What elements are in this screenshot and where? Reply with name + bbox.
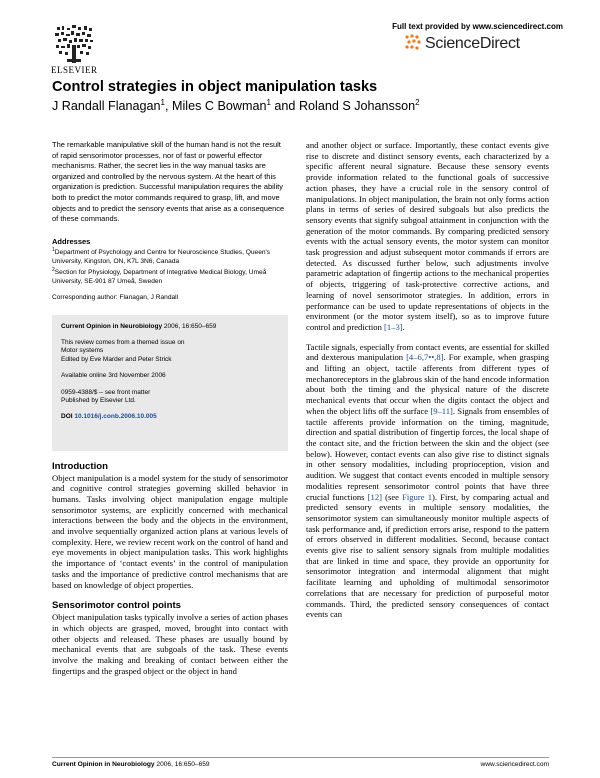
sciencedirect-brand[interactable] bbox=[403, 33, 568, 63]
paragraph-text: . Signals from ensembles of tactile afferents provide information on the timing, magnitude, direction and spatial distribution of fingertip forces, the local shape of the contact site, and the friction between the skin and the object (see below). However, contact events can also give rise to distinct signals in other sensory modalities, including proprioception, vision and audition. We suggest that contact events encoded in multiple sensory modalities represent sensorimotor control points that have three crucial functions bbox=[306, 405, 549, 502]
paragraph-text: and another object or surface. Importantly, these contact events give rise to discrete and distinct sensory events, each characterized by a specific afferent neural signature. Because these sensory events provide information related to the functional goals of successive action phases, they have a crucial role in the sensory control of manipulations. In object manipulation, the brain not only forms action plans in terms of series of desired subgoals but also predicts the sensory events that signify subgoal attainment in conjunction with the generation of the motor commands. By comparing predicted sensory events with the actual sensory events, the motor system can monitor task progression and adjust subsequent motor commands if errors are detected. As discussed further below, such adjustments involve parametric adaptation of fingertip actions to the mechanical properties of objects, triggering of task-protective corrective actions, and learning of novel sensorimotor strategies. In addition, errors in performance can be used to update representations of objects in the environment (or the motor system itself), so as to improve future control and prediction bbox=[306, 140, 549, 332]
footer-volume: 2006, 16:650–659 bbox=[154, 761, 210, 768]
sciencedirect-wordmark: ScienceDirect bbox=[425, 35, 520, 52]
article-title: Control strategies in object manipulation tasks bbox=[52, 79, 378, 95]
author-affiliation-mark: 2 bbox=[415, 98, 420, 107]
author-separator: , bbox=[164, 99, 172, 114]
section-heading-introduction: Introduction bbox=[52, 460, 108, 472]
paragraph-text: (see bbox=[382, 491, 403, 502]
fulltext-notice[interactable]: Full text provided by www.sciencedirect.com bbox=[392, 22, 563, 31]
doi-link[interactable]: 10.1016/j.conb.2006.10.005 bbox=[74, 413, 157, 421]
doi-line bbox=[61, 413, 279, 421]
author-separator: and bbox=[270, 99, 299, 114]
paragraph-text: ). First, by comparing actual and predicted sensory events in multiple sensory modalities, the sensorimotor system can simultaneously monitor multiple aspects of task performance and, if prediction errors arise, respond to the pattern of errors observed in different modalities. Second, because contact events give rise to salient sensory signals from multiple modalities that are linked in time and space, they provide an opportunity for sensorimotor integration and intermodal alignment that might facilitate learning and upholding of multimodal sensorimotor correlations that are necessary for prediction of purposeful motor commands. Third, the predicted sensory consequences of contact events can bbox=[306, 491, 549, 620]
address-text: Department of Psychology and Centre for Neuroscience Studies, Queen's University, Kingston, ON, K7L 3N6, Canada bbox=[52, 248, 271, 265]
address-mark: 1 bbox=[52, 246, 55, 253]
sensorimotor-paragraph: Object manipulation tasks typically involve a series of action phases in which objects are grasped, moved, brought into contact with other objects and released. These phases are usually bound by mechanical events that are subgoals of the task. These events involve the making and breaking of contact between either the fingertips and the grasped object or the object in hand bbox=[52, 612, 288, 676]
body-paragraph bbox=[306, 140, 549, 333]
journal-name: Current Opinion in Neurobiology bbox=[61, 322, 163, 330]
section-heading-sensorimotor: Sensorimotor control points bbox=[52, 600, 181, 612]
sciencedirect-logo-icon bbox=[403, 33, 423, 53]
themed-issue-theme: Motor systems bbox=[61, 347, 104, 355]
publisher-line: Published by Elsevier Ltd. bbox=[61, 396, 136, 404]
introduction-paragraph: Object manipulation is a model system for the study of sensorimotor and cognitive control strategies governing skilled behavior in humans. Tasks involving object manipulation engage multiple sensorimotor systems, are explicitly concerned with mechanical interactions between the body and the objects in the environment, and involve sequentially organized action plans at various levels of complexity. Here, we review recent work on the control of hand and eye movements in object manipulation tasks. This work highlights the importance of ‘contact events’ in the control of manipulation tasks and the importance of predictive control mechanisms that are based on knowledge of object properties. bbox=[52, 472, 288, 590]
footer-citation bbox=[52, 761, 210, 768]
issn-line: 0959-4388/$ – see front matter bbox=[61, 388, 151, 396]
elsevier-tree-logo-icon bbox=[53, 23, 95, 65]
figure-link[interactable]: Figure 1 bbox=[402, 491, 433, 502]
paragraph-text: . For example, when grasping and lifting an object, tactile afferents from different types of mechanoreceptors in the glabrous skin of the hand encode information about both the timing and the physical nature of the discrete mechanical events that occur when the digits contact the object and when the object lifts off the surface bbox=[306, 352, 549, 416]
footer-journal: Current Opinion in Neurobiology bbox=[52, 761, 155, 768]
body-paragraph bbox=[306, 342, 549, 620]
article-info-box bbox=[52, 315, 288, 451]
left-column bbox=[52, 140, 288, 676]
available-online: Available online 3rd November 2006 bbox=[61, 372, 166, 380]
footer-divider bbox=[52, 757, 549, 758]
author-list bbox=[52, 98, 420, 113]
doi-label: DOI bbox=[61, 413, 73, 421]
journal-volume: 2006, 16:650–659 bbox=[162, 322, 217, 330]
addresses-heading: Addresses bbox=[52, 236, 91, 246]
author-affiliation-mark: 1 bbox=[266, 98, 271, 107]
citation-link[interactable]: [4–6,7••,8] bbox=[406, 352, 444, 363]
address-text: Section for Physiology, Department of Integrative Medical Biology, Umeå University, SE-901 87 Umeå, Sweden bbox=[52, 269, 267, 285]
citation-link[interactable]: [1–3] bbox=[384, 321, 403, 332]
right-column bbox=[306, 140, 549, 629]
paragraph-text: Tactile signals, especially from contact events, are essential for skilled and dexterous manipulation bbox=[306, 341, 549, 363]
author-name: J Randall Flanagan bbox=[52, 99, 161, 114]
paragraph-text: . bbox=[402, 321, 405, 332]
author-name: Roland S Johansson bbox=[298, 99, 416, 114]
corresponding-author: Corresponding author: Flanagan, J Randall bbox=[52, 293, 179, 301]
issue-editors: Edited by Eve Marder and Peter Strick bbox=[61, 355, 172, 363]
citation-link[interactable]: [9–11] bbox=[430, 405, 453, 416]
themed-issue-intro: This review comes from a themed issue on bbox=[61, 338, 185, 346]
citation-link[interactable]: [12] bbox=[367, 491, 382, 502]
abstract: The remarkable manipulative skill of the human hand is not the result of rapid sensorimotor processes, nor of fast or powerful effector mechanisms. Rather, the secret lies in the way manual tasks are organized and controlled by the nervous system. At the heart of this organization is prediction. Successful manipulation requires the ability both to predict the motor commands required to grasp, lift, and move objects and to predict the sensory events that arise as a consequence of these commands. bbox=[52, 140, 285, 224]
address-item bbox=[52, 266, 288, 286]
author-affiliation-mark: 1 bbox=[160, 98, 165, 107]
footer-url[interactable]: www.sciencedirect.com bbox=[480, 761, 549, 768]
author-name: Miles C Bowman bbox=[171, 99, 267, 114]
journal-citation bbox=[61, 323, 279, 331]
page-header bbox=[0, 0, 600, 78]
publisher-name: ELSEVIER bbox=[51, 65, 98, 75]
address-item bbox=[52, 246, 288, 266]
address-mark: 2 bbox=[52, 267, 55, 274]
